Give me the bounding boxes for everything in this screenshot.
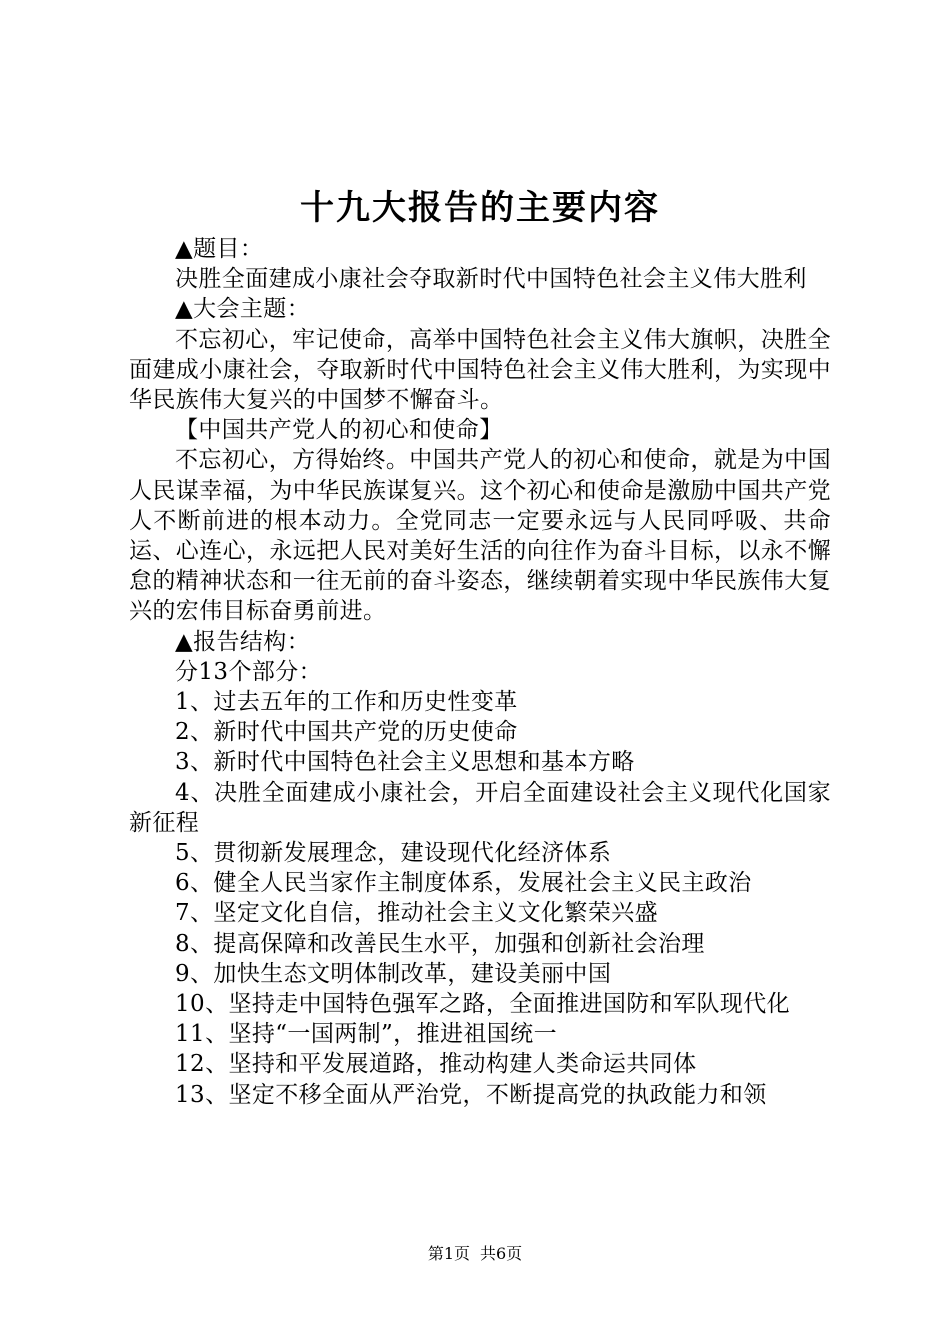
structure-intro: 分13个部分： (175, 658, 323, 685)
list-item: 10、坚持走中国特色强军之路，全面推进国防和军队现代化 (175, 991, 791, 1018)
list-item: 5、贯彻新发展理念，建设现代化经济体系 (175, 840, 612, 867)
page-title: 十九大报告的主要内容 (300, 188, 660, 228)
list-item: 11、坚持“一国两制”，推进祖国统一 (175, 1021, 557, 1048)
page-content (129, 184, 831, 1110)
section-heading-structure: ▲报告结构： (175, 628, 311, 655)
list-item: 6、健全人民当家作主制度体系，发展社会主义民主政治 (175, 870, 752, 897)
list-item: 4、决胜全面建成小康社会，开启全面建设社会主义现代化国家新征程 (129, 779, 831, 836)
page-total: 共6页 (480, 1244, 523, 1263)
list-item: 2、新时代中国共产党的历史使命 (175, 719, 518, 746)
section-heading-topic: ▲题目： (175, 236, 264, 262)
list-item: 7、坚定文化自信，推动社会主义文化繁荣兴盛 (175, 900, 659, 927)
topic-text: 决胜全面建成小康社会夺取新时代中国特色社会主义伟大胜利 (175, 266, 807, 293)
section-heading-theme: ▲大会主题： (175, 296, 311, 323)
page-footer (0, 1244, 950, 1264)
mission-text: 不忘初心，方得始终。中国共产党人的初心和使命，就是为中国人民谋幸福，为中华民族谋复兴。这个初心和使命是激励中国共产党人不断前进的根本动力。全党同志一定要永远与人民同呼吸、共命运、心连心，永远把人民对美好生活的向往作为奋斗目标，以永不懈怠的精神状态和一往无前的奋斗姿态，继续朝着实现中华民族伟大复兴的宏伟目标奋勇前进。 (129, 447, 831, 625)
list-item: 9、加快生态文明体制改革，建设美丽中国 (175, 960, 612, 987)
page-number: 第1页 (427, 1244, 470, 1263)
list-item: 1、过去五年的工作和历史性变革 (175, 689, 518, 716)
theme-text: 不忘初心，牢记使命，高举中国特色社会主义伟大旗帜，决胜全面建成小康社会，夺取新时代中国特色社会主义伟大胜利，为实现中华民族伟大复兴的中国梦不懈奋斗。 (129, 326, 831, 414)
list-item: 8、提高保障和改善民生水平，加强和创新社会治理 (175, 930, 705, 957)
list-item: 3、新时代中国特色社会主义思想和基本方略 (175, 749, 635, 776)
list-item: 12、坚持和平发展道路，推动构建人类命运共同体 (175, 1051, 697, 1078)
section-heading-mission: 【中国共产党人的初心和使命】 (175, 417, 503, 444)
list-item: 13、坚定不移全面从严治党，不断提高党的执政能力和领 (175, 1081, 767, 1108)
